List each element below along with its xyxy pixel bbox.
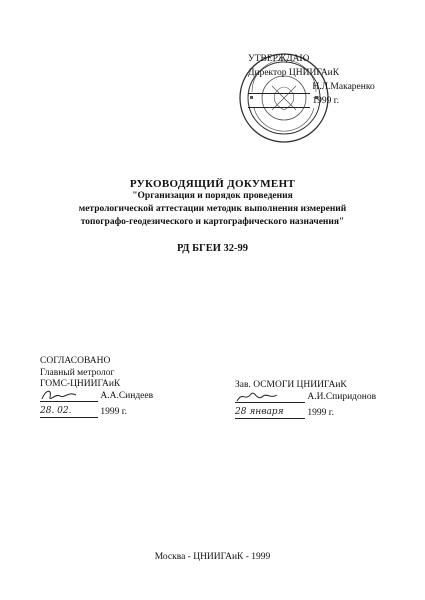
signature-mark bbox=[40, 387, 80, 405]
agreed-left-signature-row bbox=[40, 391, 153, 406]
document-title-line-2: метрологической аттестации методик выполнения измерений bbox=[78, 204, 347, 214]
agreed-right-position: Зав. ОСМОГИ ЦНИИГАиК bbox=[235, 380, 347, 390]
agreed-block-right bbox=[235, 380, 376, 422]
agreed-left-date-row bbox=[40, 406, 153, 421]
signature-mark bbox=[235, 388, 279, 406]
document-footer: Москва - ЦНИИГАиК - 1999 bbox=[154, 552, 271, 562]
agreed-right-date-row bbox=[235, 407, 376, 422]
date-line bbox=[248, 107, 310, 108]
document-title-line-1: "Организация и порядок проведения bbox=[132, 191, 293, 201]
approval-heading: УТВЕРЖДАЮ bbox=[248, 54, 310, 64]
agreed-right-signature-row bbox=[235, 392, 376, 407]
approval-signature-row bbox=[248, 80, 375, 94]
agreed-right-year: 1999 г. bbox=[307, 407, 334, 418]
agreed-left-year: 1999 г. bbox=[100, 406, 127, 417]
document-title-block bbox=[0, 178, 425, 254]
approval-year: 1999 г. bbox=[312, 96, 339, 106]
approval-block bbox=[248, 52, 375, 108]
agreed-right-handwritten-date: 28 января bbox=[235, 407, 305, 420]
agreed-left-name: А.А.Синдеев bbox=[100, 390, 154, 401]
agreed-left-handwritten-date: 28. 02. bbox=[40, 406, 98, 419]
approval-name: Н.Л.Макаренко bbox=[312, 82, 375, 92]
approval-position: Директор ЦНИИГАиК bbox=[248, 68, 340, 78]
agreed-right-name: А.И.Спиридонов bbox=[307, 391, 377, 402]
agreed-heading: СОГЛАСОВАНО bbox=[40, 356, 111, 366]
agreed-block-left bbox=[40, 356, 153, 421]
document-type: РУКОВОДЯЩИЙ ДОКУМЕНТ bbox=[129, 178, 296, 190]
agreed-left-position-2: ГОМС-ЦНИИГАиК bbox=[40, 379, 121, 389]
document-code: РД БГЕИ 32-99 bbox=[176, 243, 249, 254]
document-title-line-3: топографо-геодезического и картографического назначения" bbox=[80, 217, 345, 227]
approval-date-row bbox=[248, 94, 375, 108]
agreed-left-position-1: Главный метролог bbox=[40, 367, 115, 378]
